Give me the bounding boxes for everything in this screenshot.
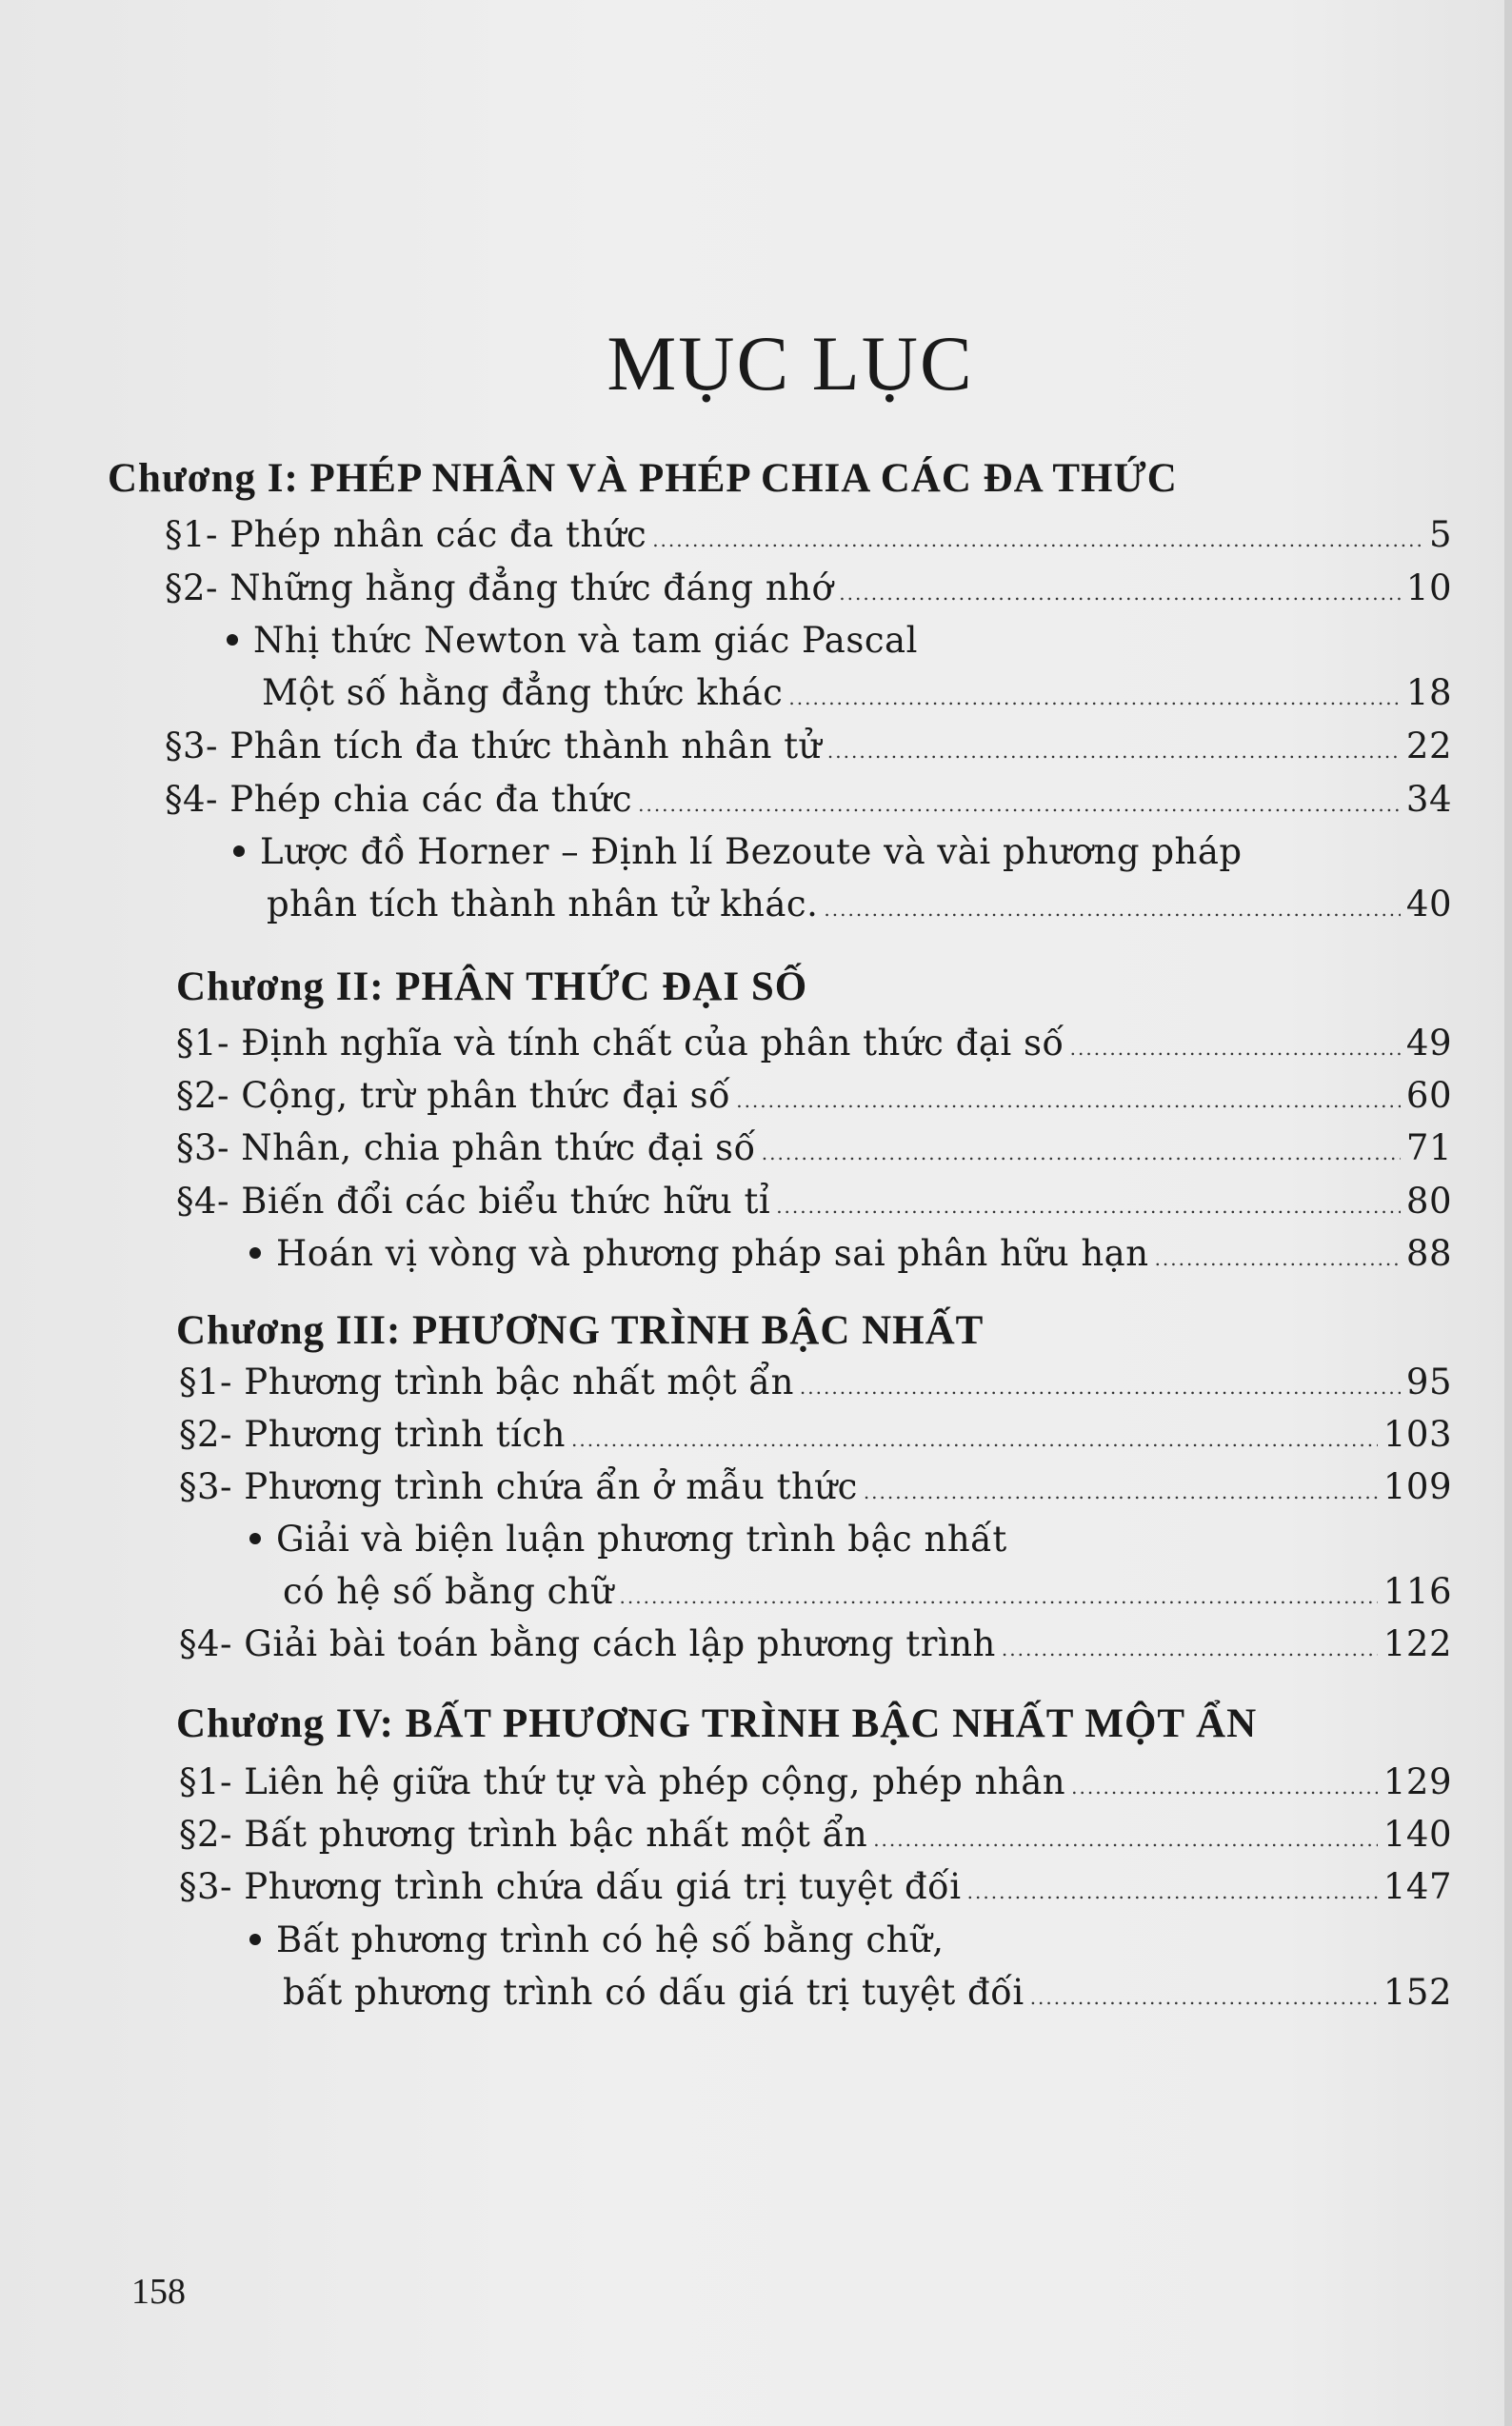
toc-entry — [262, 672, 1452, 713]
toc-entry — [165, 514, 1452, 555]
toc-subentry-text: Giải và biện luận phương trình bậc nhất — [276, 1519, 1007, 1560]
dot-leader — [1155, 1247, 1401, 1270]
dot-leader — [788, 686, 1401, 709]
toc-entry — [283, 1972, 1452, 2013]
toc-entry-label: §3- Nhân, chia phân thức đại số — [176, 1127, 756, 1168]
toc-entry-page: 88 — [1405, 1233, 1452, 1274]
toc-entry-label: §3- Phương trình chứa ẩn ở mẫu thức — [179, 1466, 858, 1507]
toc-entry — [267, 884, 1452, 925]
toc-subentry-line — [249, 1519, 1007, 1560]
toc-entry-label: §1- Phép nhân các đa thức — [165, 514, 647, 555]
toc-entry-page: 71 — [1405, 1127, 1452, 1168]
toc-entry-page: 152 — [1383, 1972, 1452, 2013]
toc-entry-page: 10 — [1405, 567, 1452, 608]
dot-leader — [762, 1142, 1401, 1164]
toc-entry-label: §4- Biến đổi các biểu thức hữu tỉ — [176, 1181, 771, 1222]
dot-leader — [800, 1376, 1401, 1399]
toc-entry — [179, 1814, 1452, 1855]
dot-leader — [1030, 1986, 1378, 2009]
toc-entry-page: 49 — [1405, 1023, 1452, 1064]
chapter-heading: Chương IV: BẤT PHƯƠNG TRÌNH BẬC NHẤT MỘT ẨN — [176, 1701, 1258, 1746]
toc-entry — [179, 1761, 1452, 1802]
toc-entry-page: 80 — [1405, 1181, 1452, 1222]
toc-entry-label: bất phương trình có dấu giá trị tuyệt đối — [283, 1972, 1025, 2013]
toc-entry-label: §1- Định nghĩa và tính chất của phân thức đại số — [176, 1023, 1064, 1064]
toc-entry-page: 140 — [1383, 1814, 1452, 1855]
dot-leader — [1002, 1638, 1378, 1660]
toc-subentry-text: Bất phương trình có hệ số bằng chữ, — [276, 1919, 945, 1960]
toc-entry-page: 129 — [1383, 1761, 1452, 1802]
dot-leader — [864, 1481, 1378, 1503]
toc-entry-label: §2- Những hằng đẳng thức đáng nhớ — [165, 567, 834, 608]
toc-entry-label: §1- Phương trình bậc nhất một ẩn — [179, 1362, 794, 1402]
dot-leader — [736, 1089, 1401, 1112]
toc-entry-label: §4- Phép chia các đa thức — [165, 779, 633, 820]
dot-leader — [1071, 1776, 1378, 1799]
dot-leader — [967, 1880, 1378, 1903]
toc-entry-label: §2- Bất phương trình bậc nhất một ẩn — [179, 1814, 868, 1855]
dot-leader — [652, 528, 1423, 551]
toc-entry-label: phân tích thành nhân tử khác. — [267, 884, 819, 925]
bullet-icon — [233, 845, 245, 857]
toc-subentry-text: Nhị thức Newton và tam giác Pascal — [253, 620, 918, 661]
toc-subentry-line — [249, 1919, 945, 1960]
toc-entry-page: 109 — [1383, 1466, 1452, 1507]
toc-entry-page: 116 — [1383, 1571, 1452, 1612]
toc-subentry-line — [227, 620, 918, 661]
toc-entry — [165, 567, 1452, 608]
toc-entry-page: 147 — [1383, 1866, 1452, 1907]
toc-entry-page: 40 — [1405, 884, 1452, 925]
page-number: 158 — [131, 2272, 186, 2312]
toc-entry-label: Hoán vị vòng và phương pháp sai phân hữu hạn — [276, 1233, 1149, 1274]
toc-subentry-text: Lược đồ Horner – Định lí Bezoute và vài phương pháp — [260, 831, 1243, 872]
toc-entry-label: §1- Liên hệ giữa thứ tự và phép cộng, phép nhân — [179, 1761, 1066, 1802]
toc-entry — [165, 779, 1452, 820]
toc-entry-label: §3- Phương trình chứa dấu giá trị tuyệt đối — [179, 1866, 962, 1907]
toc-entry — [179, 1866, 1452, 1907]
chapter-heading: Chương III: PHƯƠNG TRÌNH BẬC NHẤT — [176, 1308, 985, 1353]
chapter-heading: Chương II: PHÂN THỨC ĐẠI SỐ — [176, 964, 808, 1009]
toc-entry-label: §4- Giải bài toán bằng cách lập phương trình — [179, 1623, 996, 1664]
dot-leader — [839, 582, 1401, 605]
toc-entry-page: 5 — [1428, 514, 1452, 555]
bullet-icon — [227, 634, 238, 646]
bullet-icon — [249, 1247, 261, 1259]
toc-entry-page: 34 — [1405, 779, 1452, 820]
toc-entry-page: 103 — [1383, 1414, 1452, 1455]
dot-leader — [571, 1428, 1378, 1451]
dot-leader — [620, 1585, 1378, 1608]
dot-leader — [824, 898, 1400, 921]
toc-subentry-line — [233, 831, 1243, 872]
toc-entry-label: Một số hằng đẳng thức khác — [262, 672, 784, 713]
toc-entry — [176, 1181, 1452, 1222]
toc-entry-label: §2- Cộng, trừ phân thức đại số — [176, 1075, 731, 1116]
bullet-icon — [249, 1934, 261, 1945]
toc-entry — [179, 1414, 1452, 1455]
toc-entry-label: §2- Phương trình tích — [179, 1414, 566, 1455]
dot-leader — [638, 793, 1401, 816]
toc-entry-page: 95 — [1405, 1362, 1452, 1402]
toc-entry — [249, 1233, 1452, 1274]
toc-entry — [179, 1623, 1452, 1664]
toc-entry-page: 22 — [1405, 726, 1452, 766]
toc-entry — [176, 1127, 1452, 1168]
toc-entry-label: §3- Phân tích đa thức thành nhân tử — [165, 726, 822, 766]
toc-entry — [165, 726, 1452, 766]
dot-leader — [776, 1195, 1401, 1218]
dot-leader — [1070, 1037, 1401, 1060]
toc-entry-page: 122 — [1383, 1623, 1452, 1664]
bullet-icon — [249, 1533, 261, 1544]
toc-entry-label: có hệ số bằng chữ — [283, 1571, 614, 1612]
toc-entry — [176, 1023, 1452, 1064]
dot-leader — [827, 740, 1401, 763]
page-title: MỤC LỤC — [607, 320, 974, 407]
toc-entry — [283, 1571, 1452, 1612]
page-edge — [1504, 0, 1512, 2426]
dot-leader — [873, 1828, 1378, 1851]
chapter-heading: Chương I: PHÉP NHÂN VÀ PHÉP CHIA CÁC ĐA THỨC — [108, 456, 1178, 501]
toc-entry-page: 60 — [1405, 1075, 1452, 1116]
toc-entry — [176, 1075, 1452, 1116]
toc-entry — [179, 1466, 1452, 1507]
toc-entry — [179, 1362, 1452, 1402]
toc-entry-page: 18 — [1405, 672, 1452, 713]
